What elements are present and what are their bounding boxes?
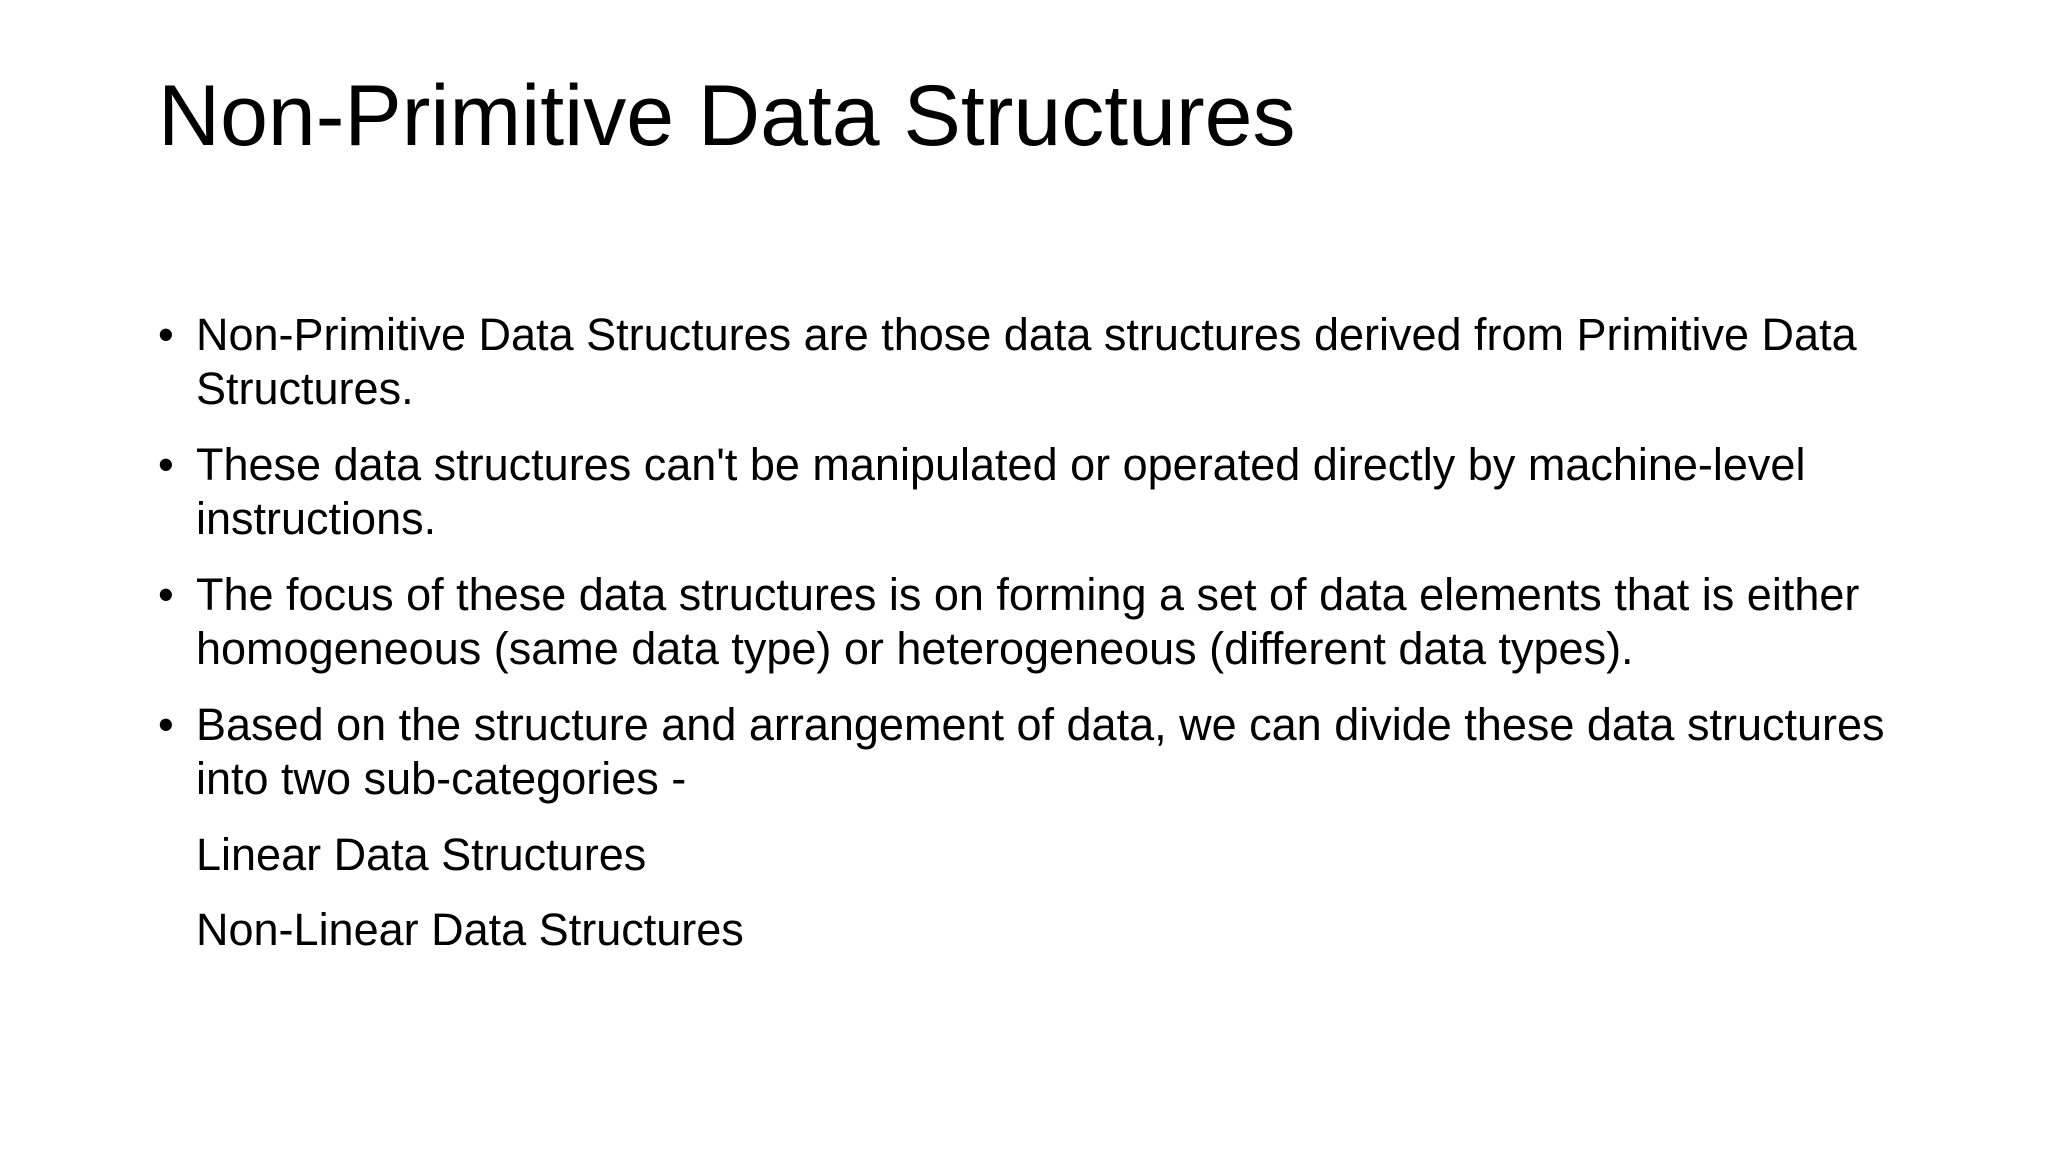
bullet-item — [158, 308, 1918, 416]
bullet-text: Non-Primitive Data Structures are those data structures derived from Primitive Data Structures. — [196, 309, 1857, 414]
bullet-text: These data structures can't be manipulated or operated directly by machine-level instructions. — [196, 439, 1806, 544]
sub-item-non-linear: Non-Linear Data Structures — [196, 904, 744, 955]
bullet-text: Based on the structure and arrangement of data, we can divide these data structures into two sub-categories - — [196, 699, 1885, 804]
bullet-dot-icon: • — [158, 699, 174, 750]
bullet-dot-icon: • — [158, 309, 174, 360]
sub-item-linear: Linear Data Structures — [196, 829, 647, 880]
bullet-text: The focus of these data structures is on forming a set of data elements that is either homogeneous (same data type) or heterogeneous (different data types). — [196, 569, 1860, 674]
bullet-list — [158, 308, 1918, 978]
slide-title: Non-Primitive Data Structures — [158, 68, 1296, 164]
bullet-item — [158, 568, 1918, 676]
bullet-dot-icon: • — [158, 439, 174, 490]
bullet-item — [158, 438, 1918, 546]
bullet-item — [158, 698, 1918, 806]
bullet-dot-icon: • — [158, 569, 174, 620]
